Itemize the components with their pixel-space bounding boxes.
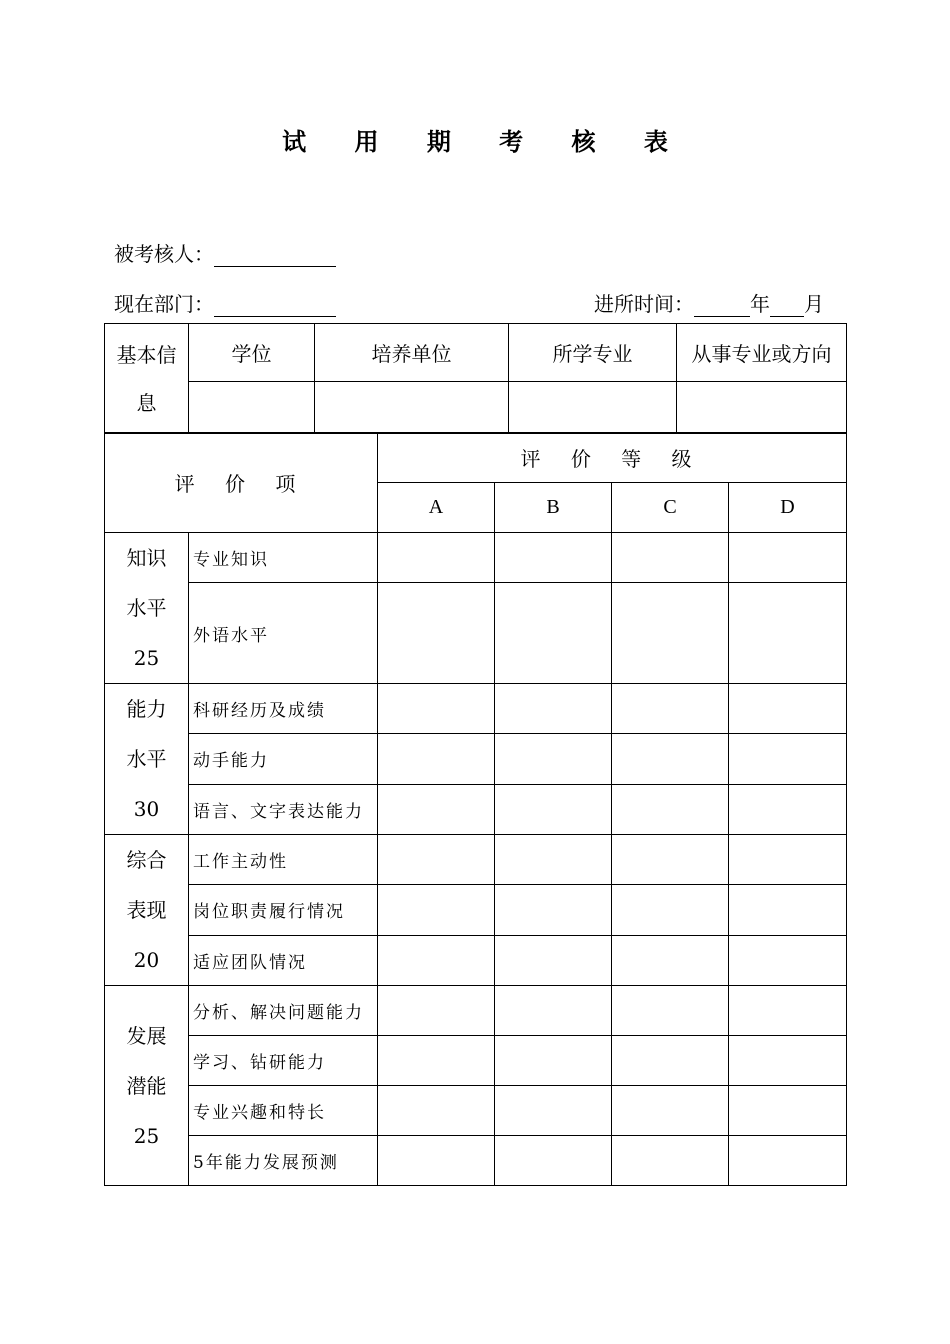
- category-ability: [105, 684, 189, 835]
- evaluation-item-header: 评 价 项: [105, 433, 378, 533]
- entry-time-field: [594, 288, 824, 317]
- category-score: 20: [133, 948, 160, 972]
- examinee-blank[interactable]: [214, 246, 336, 267]
- evaluation-item: 外语水平: [189, 583, 378, 684]
- grade-cell[interactable]: [378, 986, 495, 1036]
- grade-cell[interactable]: [495, 583, 612, 684]
- category-potential: [105, 986, 189, 1186]
- grade-cell[interactable]: [612, 734, 729, 784]
- grade-cell[interactable]: [729, 583, 847, 684]
- evaluation-item: 专业知识: [189, 533, 378, 583]
- evaluation-table: [104, 432, 847, 1186]
- entry-time-label: 进所时间：: [594, 292, 694, 316]
- category-score: 30: [133, 797, 160, 821]
- grade-b-header: B: [495, 483, 612, 533]
- grade-cell[interactable]: [612, 583, 729, 684]
- grade-cell[interactable]: [612, 1086, 729, 1136]
- entry-month-blank[interactable]: [770, 296, 804, 317]
- evaluation-item: 工作主动性: [189, 835, 378, 885]
- category-name-line1: 能力: [126, 697, 167, 721]
- field-direction-cell[interactable]: [677, 382, 847, 434]
- evaluation-item: 学习、钻研能力: [189, 1036, 378, 1086]
- grade-cell[interactable]: [495, 1086, 612, 1136]
- evaluation-item: 动手能力: [189, 734, 378, 784]
- grade-cell[interactable]: [612, 1036, 729, 1086]
- year-label: 年: [750, 292, 770, 316]
- grade-cell[interactable]: [729, 734, 847, 784]
- category-knowledge: [105, 533, 189, 684]
- grade-cell[interactable]: [495, 734, 612, 784]
- entry-year-blank[interactable]: [694, 296, 750, 317]
- grade-cell[interactable]: [378, 684, 495, 734]
- grade-cell[interactable]: [495, 935, 612, 985]
- grade-cell[interactable]: [495, 1136, 612, 1186]
- grade-cell[interactable]: [612, 835, 729, 885]
- grade-cell[interactable]: [729, 1136, 847, 1186]
- grade-cell[interactable]: [612, 885, 729, 935]
- training-unit-header: 培养单位: [315, 324, 509, 382]
- training-unit-cell[interactable]: [315, 382, 509, 434]
- grade-cell[interactable]: [612, 1136, 729, 1186]
- grade-cell[interactable]: [495, 1036, 612, 1086]
- field-direction-header: 从事专业或方向: [677, 324, 847, 382]
- grade-c-header: C: [612, 483, 729, 533]
- examinee-field: [114, 238, 336, 267]
- category-score: 25: [133, 646, 160, 670]
- grade-cell[interactable]: [729, 835, 847, 885]
- grade-cell[interactable]: [378, 1136, 495, 1186]
- category-performance: [105, 835, 189, 986]
- department-label: 现在部门：: [114, 292, 214, 316]
- evaluation-item: 分析、解决问题能力: [189, 986, 378, 1036]
- form-title: 试 用 期 考 核 表: [282, 127, 688, 156]
- evaluation-item: 语言、文字表达能力: [189, 784, 378, 834]
- grade-cell[interactable]: [378, 784, 495, 834]
- basic-info-table: [104, 323, 847, 434]
- category-name-line1: 综合: [126, 848, 167, 872]
- grade-cell[interactable]: [495, 533, 612, 583]
- basic-info-label-line1: 基本信: [116, 342, 177, 367]
- category-name-line2: 潜能: [126, 1073, 167, 1098]
- grade-cell[interactable]: [729, 885, 847, 935]
- category-name-line1: 知识: [126, 546, 167, 570]
- major-header: 所学专业: [509, 324, 677, 382]
- grade-cell[interactable]: [729, 935, 847, 985]
- category-name-line1: 发展: [126, 1023, 167, 1048]
- category-name-line2: 水平: [126, 596, 167, 620]
- grade-cell[interactable]: [729, 1086, 847, 1136]
- grade-cell[interactable]: [729, 1036, 847, 1086]
- degree-cell[interactable]: [189, 382, 315, 434]
- grade-cell[interactable]: [612, 784, 729, 834]
- category-name-line2: 水平: [126, 747, 167, 771]
- department-blank[interactable]: [214, 296, 336, 317]
- grade-d-header: D: [729, 483, 847, 533]
- basic-info-label: [105, 324, 189, 434]
- grade-cell[interactable]: [378, 533, 495, 583]
- evaluation-item: 科研经历及成绩: [189, 684, 378, 734]
- grade-cell[interactable]: [495, 885, 612, 935]
- grade-cell[interactable]: [729, 784, 847, 834]
- department-field: [114, 288, 336, 317]
- grade-cell[interactable]: [729, 533, 847, 583]
- category-name-line2: 表现: [126, 898, 167, 922]
- basic-info-label-line2: 息: [136, 390, 157, 415]
- grade-cell[interactable]: [378, 835, 495, 885]
- grade-cell[interactable]: [495, 784, 612, 834]
- evaluation-item: 专业兴趣和特长: [189, 1086, 378, 1136]
- grade-cell[interactable]: [612, 935, 729, 985]
- grade-cell[interactable]: [495, 835, 612, 885]
- degree-header: 学位: [189, 324, 315, 382]
- grade-cell[interactable]: [612, 986, 729, 1036]
- grade-cell[interactable]: [378, 1036, 495, 1086]
- grade-cell[interactable]: [378, 935, 495, 985]
- examinee-label: 被考核人：: [114, 242, 214, 266]
- grade-a-header: A: [378, 483, 495, 533]
- grade-cell[interactable]: [612, 533, 729, 583]
- category-score: 25: [133, 1123, 160, 1148]
- grade-cell[interactable]: [729, 684, 847, 734]
- grade-cell[interactable]: [378, 885, 495, 935]
- evaluation-grade-header: 评 价 等 级: [378, 433, 847, 483]
- evaluation-item: 适应团队情况: [189, 935, 378, 985]
- evaluation-item: 5年能力发展预测: [189, 1136, 378, 1186]
- grade-cell[interactable]: [495, 986, 612, 1036]
- grade-cell[interactable]: [378, 1086, 495, 1136]
- evaluation-item: 岗位职责履行情况: [189, 885, 378, 935]
- grade-cell[interactable]: [378, 583, 495, 684]
- grade-cell[interactable]: [729, 986, 847, 1036]
- grade-cell[interactable]: [612, 684, 729, 734]
- month-label: 月: [804, 292, 824, 316]
- major-cell[interactable]: [509, 382, 677, 434]
- grade-cell[interactable]: [495, 684, 612, 734]
- grade-cell[interactable]: [378, 734, 495, 784]
